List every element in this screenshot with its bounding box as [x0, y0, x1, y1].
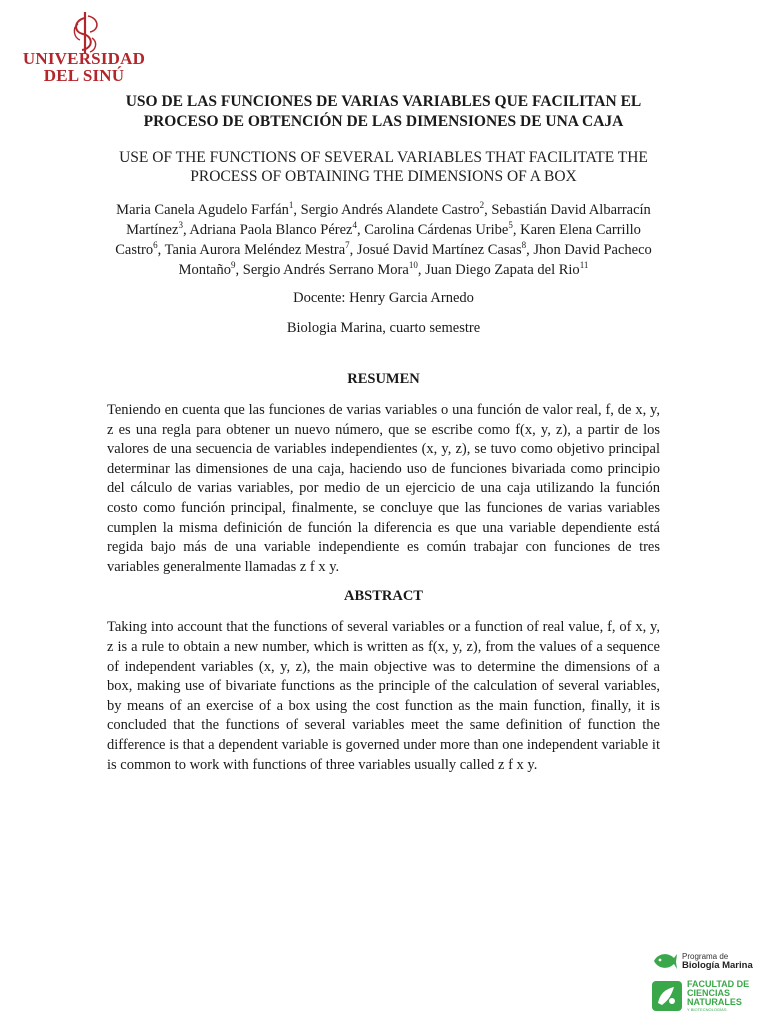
faculty-line3: NATURALES	[687, 997, 742, 1007]
author-name: Sergio Andrés Serrano Mora	[242, 262, 409, 278]
author-name: Carolina Cárdenas Uribe	[364, 222, 509, 238]
university-logo	[14, 10, 154, 85]
program-line: Biologia Marina, cuarto semestre	[286, 320, 481, 336]
faculty-line4: Y BIOTECNOLOGÍAS	[687, 1007, 727, 1012]
author-affiliation-mark: 9	[231, 260, 236, 271]
instructor-line: Docente: Henry Garcia Arnedo	[293, 290, 474, 306]
author-name: Tania Aurora Meléndez Mestra	[164, 242, 346, 258]
author-affiliation-mark: 10	[408, 260, 418, 271]
author-affiliation-mark: 11	[579, 260, 589, 271]
program-name: Biología Marina	[682, 960, 753, 971]
author-name: Jhon David Pacheco Montaño	[178, 242, 652, 278]
fish-icon	[652, 950, 678, 972]
title-english: USE OF THE FUNCTIONS OF SEVERAL VARIABLES THAT FACILITATE THE PROCESS OF OBTAINING THE DIMENSIONS OF A BOX	[119, 149, 648, 185]
university-name	[14, 50, 154, 84]
university-name-line2: DEL SINÚ	[43, 66, 125, 85]
author-affiliation-mark: 1	[288, 200, 294, 211]
author-affiliation-mark: 8	[521, 240, 527, 251]
resumen-paragraph: Teniendo en cuenta que las funciones de varias variables o una función de valor real, f, de x, y, z es una regla para obtener un nuevo número, que se escribe como f(x, y, z), a partir de los valores de una secuencia de variables independientes (x, y, z), se tuvo como objetivo principal determinar las dimensiones de una caja, haciendo uso de funciones bivariada como principio del cálculo de varias variables, por medio de un ejercicio de una caja utilizando la función costo como función principal, finalmente, se concluye que las funciones de varias variables cumplen la misma definición de función la diferencia es que una variable dependiente está regida bajo más de una variable independiente es común trabajar con funciones de tres variables generalmente llamadas z f x y.	[107, 402, 660, 575]
author-name: Sergio Andrés Alandete Castro	[300, 202, 480, 218]
author-name: Josué David Martínez Casas	[356, 242, 522, 258]
author-name: Karen Elena Carrillo Castro	[115, 222, 641, 258]
author-name: Sebastián David Albarracín Martínez	[126, 202, 651, 238]
university-name-line1: UNIVERSIDAD	[22, 49, 146, 68]
author-name: Juan Diego Zapata del Rio	[425, 262, 580, 278]
faculty-logo	[652, 950, 764, 1018]
author-affiliation-mark: 2	[479, 200, 485, 211]
author-affiliation-mark: 7	[345, 240, 350, 251]
faculty-line1: FACULTAD DE	[687, 979, 750, 989]
title-spanish: USO DE LAS FUNCIONES DE VARIAS VARIABLES QUE FACILITAN EL PROCESO DE OBTENCIÓN DE LAS DIMENSIONES DE UNA CAJA	[125, 93, 642, 130]
author-list: Maria Canela Agudelo Farfán$^1$, Sergio Andrés Alandete Castro$^2$, Sebastián David Albarracín Martínez$^3$, Adriana Paola Blanco Pérez$^4$, Carolina Cárdenas Uribe$^5$, Karen Elena Carrillo Castro$^6$, Tania Aurora Meléndez Mestra$^7$, Josué David Martínez Casas$^8$, Jhon David Pacheco Montaño$^9$, Sergio Andrés Serrano Mora$^{10}$, Juan Diego Zapata del Rio$^{11}$	[115, 200, 652, 278]
faculty-line2: CIENCIAS	[687, 988, 731, 998]
abstract-paragraph: Taking into account that the functions of several variables or a function of real value, f, of x, y, z is a rule to obtain a new number, which is written as f(x, y, z), from the values of a sequence of independent variables (x, y, z), the main objective was to determine the dimensions of a box, making use of bivariate functions as the principle of the calculation of several variables, by means of an exercise of a box using the cost function as the main function, finally, it is concluded that the functions of several variables meet the same definition of function the difference is that a dependent variable is governed under more than one independent variable it is common to work with functions of three variables usually called z f x y.	[107, 619, 660, 773]
author-affiliation-mark: 6	[153, 240, 158, 251]
author-name: Adriana Paola Blanco Pérez	[189, 222, 353, 238]
author-affiliation-mark: 3	[178, 220, 183, 231]
author-name: Maria Canela Agudelo Farfán	[116, 202, 289, 218]
program-prefix: Programa de	[682, 952, 729, 961]
paper-body	[107, 92, 660, 785]
faculty-badge	[652, 980, 749, 1012]
author-affiliation-mark: 5	[508, 220, 513, 231]
resumen-heading: RESUMEN	[347, 371, 420, 387]
abstract-heading: ABSTRACT	[344, 588, 423, 605]
program-badge	[652, 950, 753, 972]
author-affiliation-mark: 4	[352, 220, 357, 231]
faculty-emblem-icon	[652, 981, 682, 1011]
